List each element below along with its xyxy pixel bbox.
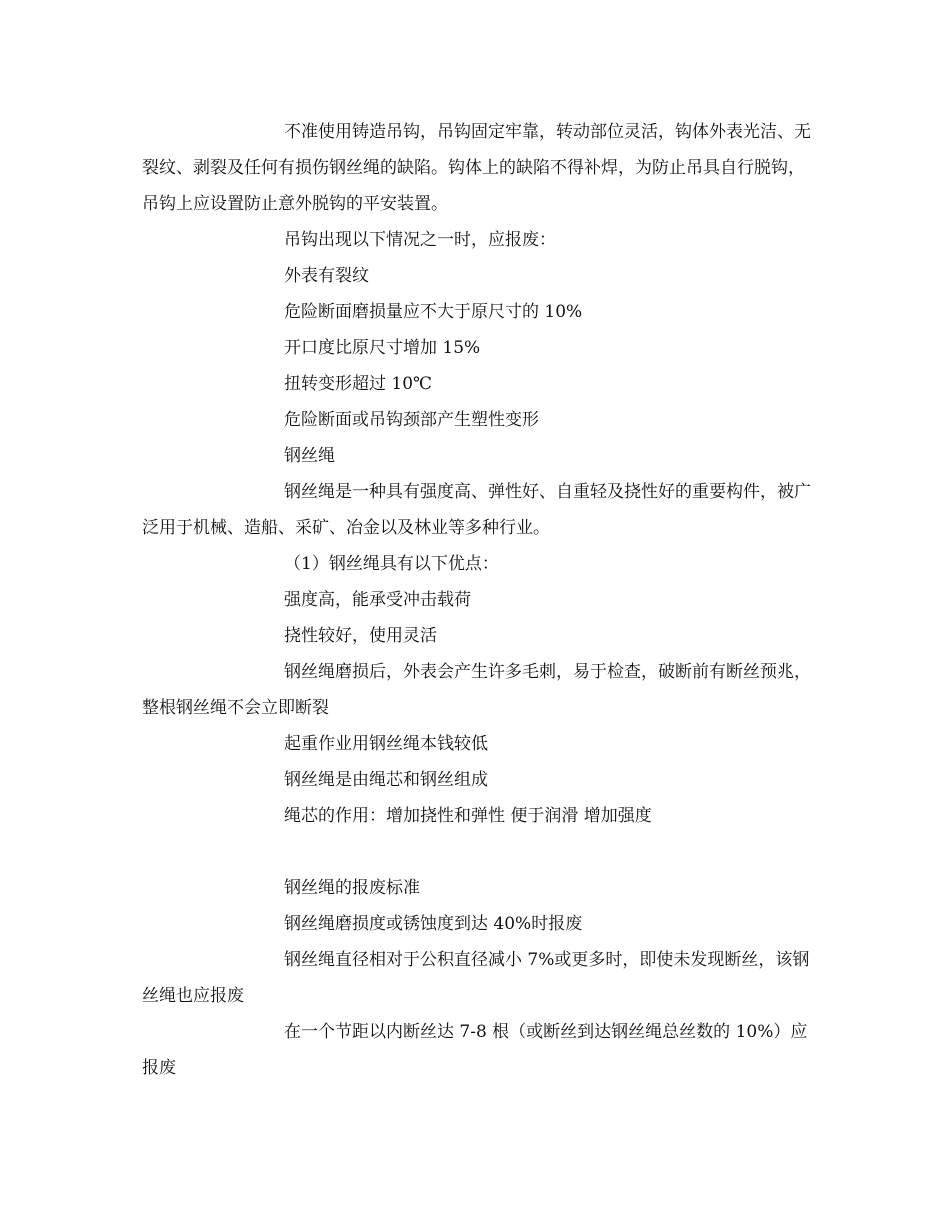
paragraph-hook-opening: 开口度比原尺寸增加 15% [284, 338, 481, 358]
paragraph-core-function: 绳芯的作用：增加挠性和弹性 便于润滑 增加强度 [284, 806, 652, 826]
paragraph-hook-requirements: 不准使用铸造吊钩，吊钩固定牢靠，转动部位灵活，钩体外表光洁、无裂纹、剥裂及任何有损伤钢丝绳的缺陷。钩体上的缺陷不得补焊，为防止吊具自行脱钩，吊钩上应设置防止意外脱钩的平安装置。 [142, 122, 811, 214]
paragraph-hook-torsion: 扭转变形超过 10℃ [284, 374, 433, 394]
paragraph-hook-plastic-deformation: 危险断面或吊钩颈部产生塑性变形 [284, 410, 539, 430]
paragraph-advantage-strength: 强度高，能承受冲击载荷 [284, 590, 471, 610]
paragraph-advantage-inspection: 钢丝绳磨损后，外表会产生许多毛刺，易于检查，破断前有断丝预兆，整根钢丝绳不会立即断裂 [142, 662, 811, 718]
paragraph-hook-wear: 危险断面磨损量应不大于原尺寸的 10% [284, 302, 583, 322]
paragraph-scrap-diameter: 钢丝绳直径相对于公积直径减小 7%或更多时，即使未发现断丝，该钢丝绳也应报废 [142, 950, 810, 1006]
paragraph-advantage-flexibility: 挠性较好，使用灵活 [284, 626, 437, 646]
paragraph-wire-rope-description: 钢丝绳是一种具有强度高、弹性好、自重轻及挠性好的重要构件，被广泛用于机械、造船、采矿、冶金以及林业等多种行业。 [142, 482, 811, 538]
paragraph-wire-rope-advantages-intro: （1）钢丝绳具有以下优点： [284, 554, 499, 574]
section-heading-wire-rope: 钢丝绳 [284, 446, 335, 466]
blank-line [142, 834, 812, 870]
paragraph-hook-scrap-intro: 吊钩出现以下情况之一时，应报废： [284, 230, 556, 250]
section-heading-scrap-standard: 钢丝绳的报废标准 [284, 878, 420, 898]
paragraph-wire-rope-composition: 钢丝绳是由绳芯和钢丝组成 [284, 770, 488, 790]
paragraph-hook-surface-crack: 外表有裂纹 [284, 266, 369, 286]
document-body [142, 114, 812, 1086]
paragraph-advantage-cost: 起重作业用钢丝绳本钱较低 [284, 734, 488, 754]
paragraph-scrap-wear-corrosion: 钢丝绳磨损度或锈蚀度到达 40%时报废 [284, 914, 583, 934]
paragraph-scrap-broken-wires: 在一个节距以内断丝达 7-8 根（或断丝到达钢丝绳总丝数的 10%）应报废 [142, 1022, 808, 1078]
